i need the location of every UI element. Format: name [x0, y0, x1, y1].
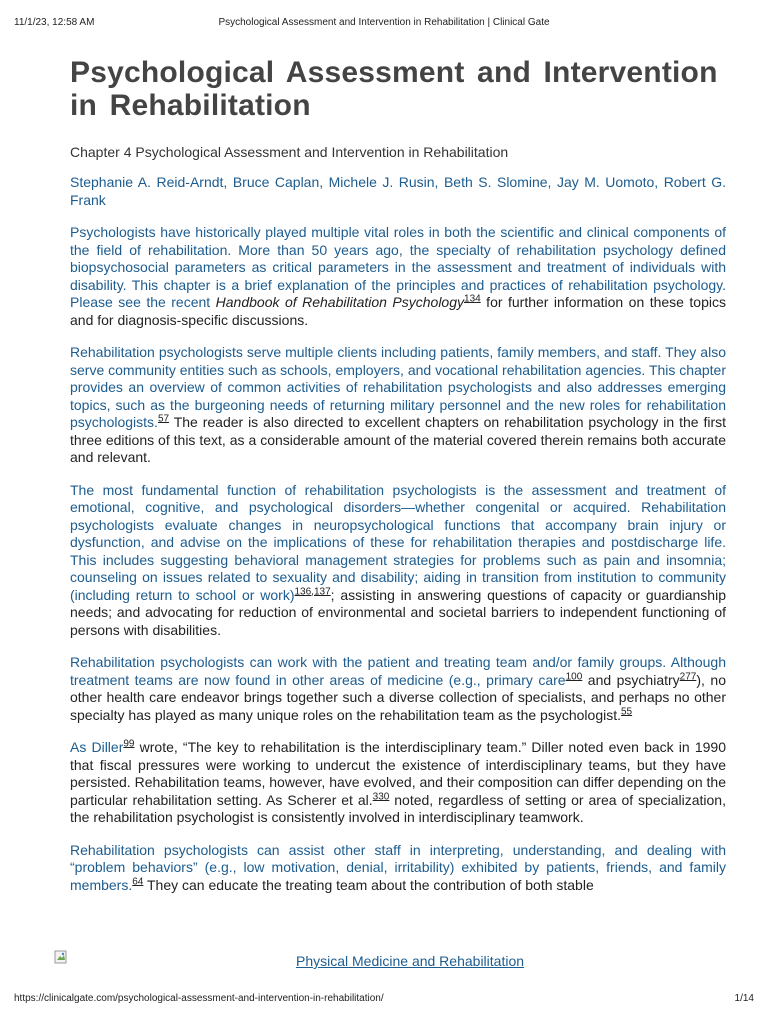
p5-mid-1: wrote, “The key to rehabilitation is the interdisciplinary team.” Diller noted even back in 1990 that fiscal pressures were working to undercut the existence of interdisciplinary teams, but they have persisted. Rehabilitation teams, however, have evolved, and their composition can differ depending on the particular rehabilitation setting. As Scherer et al. — [70, 739, 726, 808]
ref-134-link[interactable]: 134 — [464, 293, 481, 305]
p3-rest: ; assisting in answering questions of capacity or guardianship needs; and advocating for reduction of environmental and societal barriers to independent functioning of persons with disabilities. — [70, 586, 726, 638]
broken-image-icon — [54, 950, 68, 964]
paragraph-6 — [70, 842, 726, 895]
paragraph-2 — [70, 344, 726, 467]
ref-330-link[interactable]: 330 — [372, 790, 390, 802]
p2-rest: The reader is also directed to excellent chapters on rehabilitation psychology in the first three editions of this text, as a considerable amount of the material covered therein remains both accurate and relevant. — [70, 414, 726, 465]
article — [70, 56, 726, 894]
p2-lead: Rehabilitation psychologists serve multiple clients including patients, family members, and staff. They also serve community entities such as schools, employers, and vocational rehabilitation agencies. This chapter provides an overview of common activities of rehabilitation psychologists and also addresses emerging topics, such as the burgeoning needs of returning military personnel and the new roles for rehabilitation psychologists. — [70, 344, 726, 430]
category-link-physical-medicine[interactable]: Physical Medicine and Rehabilitation — [296, 953, 525, 969]
p6-rest: They can educate the treating team about the contribution of both stable — [143, 876, 594, 893]
paragraph-4 — [70, 654, 726, 724]
ref-100-link[interactable]: 100 — [565, 670, 583, 682]
p6-lead: Rehabilitation psychologists can assist other staff in interpreting, understanding, and dealing with “problem behaviors” (e.g., low motivation, denial, irritability) exhibited by patients, friends, and family members. — [70, 841, 726, 893]
p4-mid-2: ), no other health care endeavor brings together such a diverse collection of specialists, and perhaps no other specialty has played as many unique roles on the rehabilitation team as the psychologist. — [70, 671, 726, 723]
p1-rest: for further information on these topics and for diagnosis-specific discussions. — [70, 294, 726, 328]
ref-64-link[interactable]: 64 — [132, 875, 144, 887]
handbook-title: Handbook of Rehabilitation Psychology — [215, 294, 465, 310]
ref-99-link[interactable]: 99 — [123, 738, 135, 750]
ref-136-137-link[interactable]: 136,137 — [294, 585, 331, 597]
article-title: Psychological Assessment and Intervention in Rehabilitation — [70, 56, 718, 122]
print-page-title: Psychological Assessment and Intervention in Rehabilitation | Clinical Gate — [218, 17, 550, 28]
print-url: https://clinicalgate.com/psychological-assessment-and-intervention-in-rehabilitation/ — [14, 993, 384, 1004]
print-footer — [14, 993, 754, 1004]
paragraph-1 — [70, 224, 726, 329]
p1-lead: Psychologists have historically played multiple vital roles in both the scientific and clinical components of the field of rehabilitation. More than 50 years ago, the specialty of rehabilitation psychology defined biopsychosocial parameters as critical parameters in the assessment and treatment of individuals with disability. This chapter is a brief explanation of the principles and practices of rehabilitation psychology. Please see the recent — [70, 224, 726, 310]
chapter-line: Chapter 4 Psychological Assessment and Intervention in Rehabilitation — [70, 144, 509, 160]
print-page-number: 1/14 — [734, 993, 754, 1004]
authors[interactable]: Stephanie A. Reid-Arndt, Bruce Caplan, Michele J. Rusin, Beth S. Slomine, Jay M. Uomoto, Robert G. Frank — [70, 174, 726, 208]
p3-lead: The most fundamental function of rehabilitation psychologists is the assessment and treatment of emotional, cognitive, and psychological disorders—whether congenital or acquired. Rehabilitation psychologists evaluate changes in neuropsychological functions that accompany brain injury or dysfunction, and advise on the implications of these for rehabilitation therapies and postdischarge life. This includes suggesting behavioral management strategies for problems such as pain and insomnia; counseling on issues related to sexuality and disability; aiding in transition from institution to community (including return to school or work) — [70, 481, 726, 603]
p4-lead: Rehabilitation psychologists can work with the patient and treating team and/or family groups. Although treatment teams are now found in other areas of medicine (e.g., primary care — [70, 654, 726, 688]
p4-mid-1: and psychiatry — [582, 671, 680, 688]
paragraph-5 — [70, 739, 726, 827]
p5-lead: As Diller — [70, 739, 124, 755]
ref-55-link[interactable]: 55 — [621, 705, 633, 717]
ref-277-link[interactable]: 277 — [679, 670, 697, 682]
print-header — [14, 17, 754, 28]
paragraph-3 — [70, 482, 726, 640]
p5-mid-2: noted, regardless of setting or area of specialization, the rehabilitation psychologist is consistently involved in interdisciplinary teamwork. — [70, 791, 726, 825]
print-datetime: 11/1/23, 12:58 AM — [14, 17, 95, 28]
ref-57-link[interactable]: 57 — [157, 413, 170, 425]
